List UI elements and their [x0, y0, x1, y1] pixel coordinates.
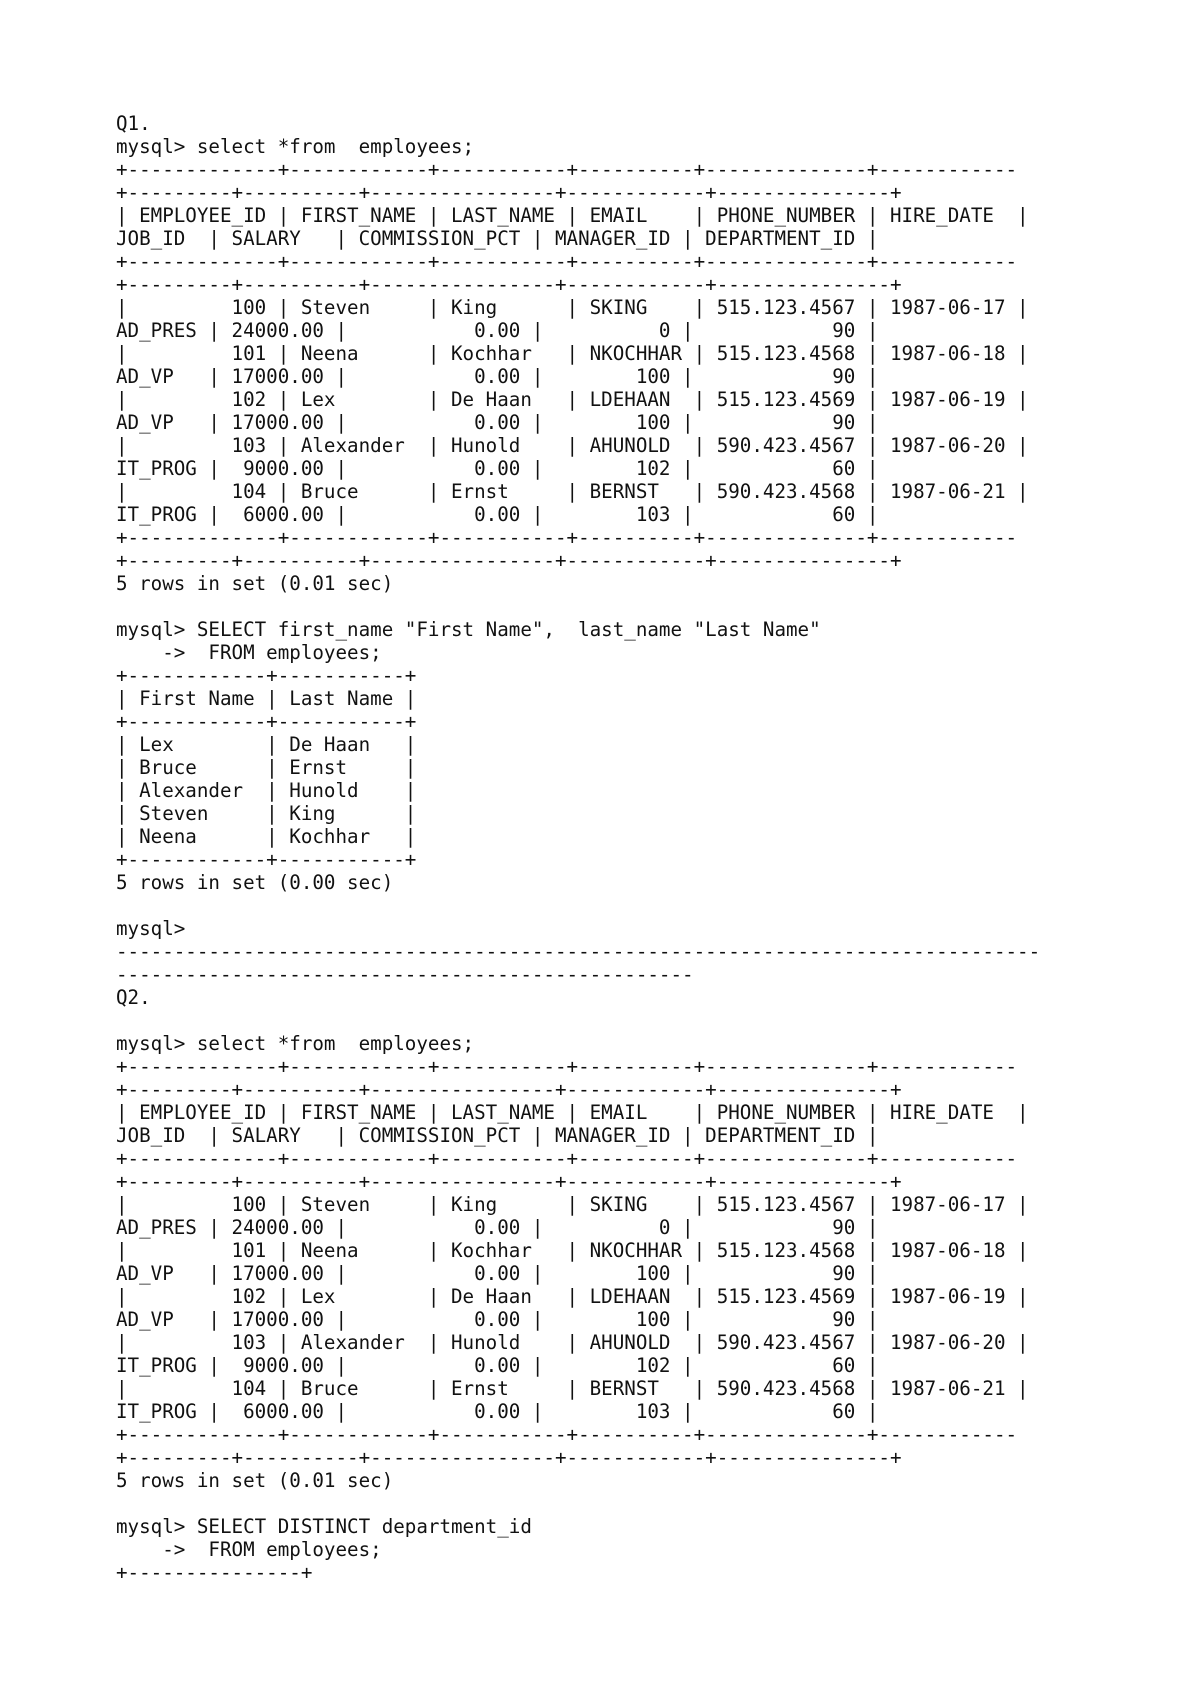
terminal-line: AD_VP | 17000.00 | 0.00 | 100 | 90 |: [116, 411, 879, 434]
terminal-line: +---------+----------+----------------+------------+---------------+: [116, 1446, 902, 1469]
terminal-line: | Lex | De Haan |: [116, 733, 417, 756]
terminal-line: JOB_ID | SALARY | COMMISSION_PCT | MANAGER_ID | DEPARTMENT_ID |: [116, 227, 879, 250]
terminal-line: +------------+-----------+: [116, 664, 417, 687]
terminal-line: | 101 | Neena | Kochhar | NKOCHHAR | 515.123.4568 | 1987-06-18 |: [116, 342, 1029, 365]
terminal-line: +-------------+------------+-----------+----------+--------------+------------: [116, 1423, 1018, 1446]
terminal-line: 5 rows in set (0.01 sec): [116, 572, 394, 595]
terminal-line: [116, 1492, 1156, 1515]
terminal-line: +------------+-----------+: [116, 710, 417, 733]
terminal-line: +-------------+------------+-----------+----------+--------------+------------: [116, 1147, 1018, 1170]
terminal-line: +-------------+------------+-----------+----------+--------------+------------: [116, 158, 1018, 181]
terminal-line: AD_VP | 17000.00 | 0.00 | 100 | 90 |: [116, 1262, 879, 1285]
terminal-line: | 100 | Steven | King | SKING | 515.123.4567 | 1987-06-17 |: [116, 296, 1029, 319]
terminal-line: +---------+----------+----------------+------------+---------------+: [116, 181, 902, 204]
terminal-line: | 103 | Alexander | Hunold | AHUNOLD | 590.423.4567 | 1987-06-20 |: [116, 434, 1029, 457]
terminal-line: | 102 | Lex | De Haan | LDEHAAN | 515.123.4569 | 1987-06-19 |: [116, 1285, 1029, 1308]
terminal-line: | First Name | Last Name |: [116, 687, 417, 710]
terminal-line: --------------------------------------------------: [116, 963, 694, 986]
terminal-line: +-------------+------------+-----------+----------+--------------+------------: [116, 250, 1018, 273]
terminal-line: IT_PROG | 9000.00 | 0.00 | 102 | 60 |: [116, 457, 879, 480]
terminal-line: [116, 894, 1156, 917]
terminal-line: | Steven | King |: [116, 802, 417, 825]
terminal-line: | Bruce | Ernst |: [116, 756, 417, 779]
terminal-line: IT_PROG | 9000.00 | 0.00 | 102 | 60 |: [116, 1354, 879, 1377]
terminal-line: +---------+----------+----------------+------------+---------------+: [116, 273, 902, 296]
terminal-line: +---------------+: [116, 1561, 313, 1584]
terminal-line: +-------------+------------+-----------+----------+--------------+------------: [116, 526, 1018, 549]
terminal-line: +---------+----------+----------------+------------+---------------+: [116, 1170, 902, 1193]
terminal-line: | 101 | Neena | Kochhar | NKOCHHAR | 515.123.4568 | 1987-06-18 |: [116, 1239, 1029, 1262]
terminal-line: mysql>: [116, 917, 186, 940]
terminal-line: | EMPLOYEE_ID | FIRST_NAME | LAST_NAME | EMAIL | PHONE_NUMBER | HIRE_DATE |: [116, 1101, 1029, 1124]
terminal-line: | 104 | Bruce | Ernst | BERNST | 590.423.4568 | 1987-06-21 |: [116, 480, 1029, 503]
terminal-line: | Neena | Kochhar |: [116, 825, 417, 848]
terminal-line: mysql> SELECT DISTINCT department_id: [116, 1515, 532, 1538]
terminal-line: +---------+----------+----------------+------------+---------------+: [116, 549, 902, 572]
terminal-line: Q1.: [116, 112, 151, 135]
terminal-line: +------------+-----------+: [116, 848, 417, 871]
terminal-line: AD_VP | 17000.00 | 0.00 | 100 | 90 |: [116, 365, 879, 388]
terminal-line: +---------+----------+----------------+------------+---------------+: [116, 1078, 902, 1101]
terminal-line: AD_PRES | 24000.00 | 0.00 | 0 | 90 |: [116, 319, 879, 342]
terminal-line: 5 rows in set (0.00 sec): [116, 871, 394, 894]
terminal-line: IT_PROG | 6000.00 | 0.00 | 103 | 60 |: [116, 1400, 879, 1423]
terminal-line: [116, 1009, 1156, 1032]
document-page: [116, 112, 1156, 1584]
terminal-line: -> FROM employees;: [116, 641, 382, 664]
terminal-line: AD_PRES | 24000.00 | 0.00 | 0 | 90 |: [116, 1216, 879, 1239]
terminal-line: | 103 | Alexander | Hunold | AHUNOLD | 590.423.4567 | 1987-06-20 |: [116, 1331, 1029, 1354]
terminal-line: -> FROM employees;: [116, 1538, 382, 1561]
terminal-line: AD_VP | 17000.00 | 0.00 | 100 | 90 |: [116, 1308, 879, 1331]
terminal-line: [116, 595, 1156, 618]
terminal-output: [116, 112, 1156, 1584]
terminal-line: mysql> SELECT first_name "First Name", last_name "Last Name": [116, 618, 821, 641]
terminal-line: | 100 | Steven | King | SKING | 515.123.4567 | 1987-06-17 |: [116, 1193, 1029, 1216]
terminal-line: --------------------------------------------------------------------------------: [116, 940, 1041, 963]
terminal-line: | Alexander | Hunold |: [116, 779, 417, 802]
terminal-line: 5 rows in set (0.01 sec): [116, 1469, 394, 1492]
terminal-line: mysql> select *from employees;: [116, 1032, 475, 1055]
terminal-line: IT_PROG | 6000.00 | 0.00 | 103 | 60 |: [116, 503, 879, 526]
terminal-line: | 102 | Lex | De Haan | LDEHAAN | 515.123.4569 | 1987-06-19 |: [116, 388, 1029, 411]
terminal-line: Q2.: [116, 986, 151, 1009]
terminal-line: JOB_ID | SALARY | COMMISSION_PCT | MANAGER_ID | DEPARTMENT_ID |: [116, 1124, 879, 1147]
terminal-line: | EMPLOYEE_ID | FIRST_NAME | LAST_NAME | EMAIL | PHONE_NUMBER | HIRE_DATE |: [116, 204, 1029, 227]
terminal-line: mysql> select *from employees;: [116, 135, 475, 158]
terminal-line: +-------------+------------+-----------+----------+--------------+------------: [116, 1055, 1018, 1078]
terminal-line: | 104 | Bruce | Ernst | BERNST | 590.423.4568 | 1987-06-21 |: [116, 1377, 1029, 1400]
